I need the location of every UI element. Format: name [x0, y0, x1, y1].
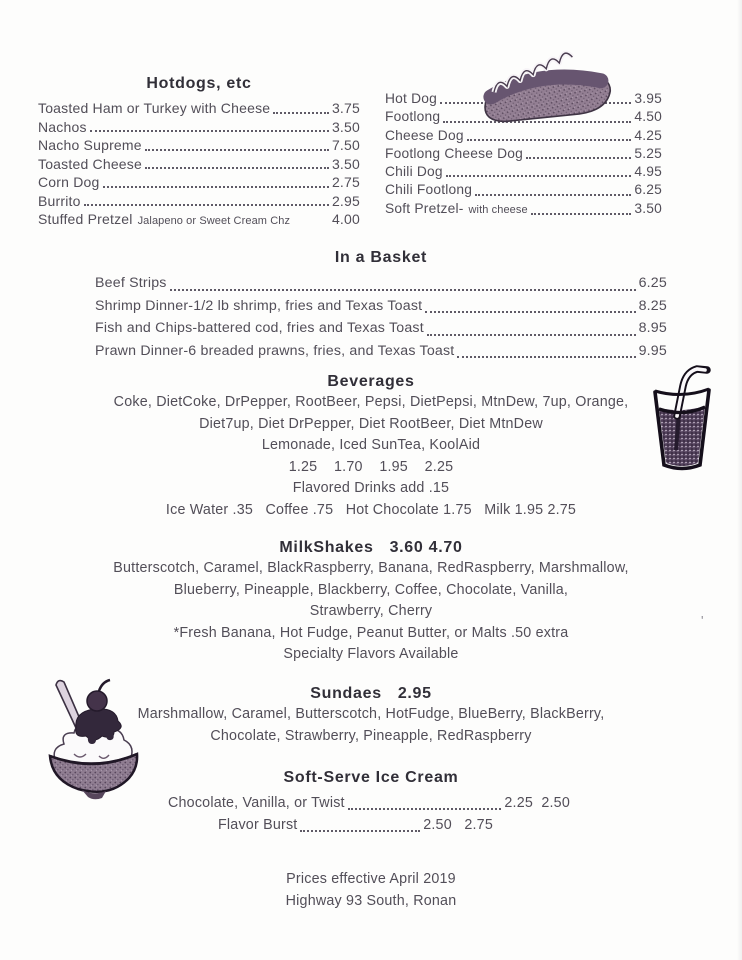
footer-address: Highway 93 South, Ronan: [285, 893, 457, 909]
item-name: Chocolate, Vanilla, or Twist: [168, 795, 345, 811]
item-name: Footlong: [385, 109, 441, 125]
beverages-line: Flavored Drinks add .15: [292, 480, 450, 497]
item-price: 3.50: [331, 118, 360, 135]
section-milkshakes: [40, 538, 702, 666]
item-price: 6.25: [638, 275, 667, 291]
menu-item-row: [385, 163, 662, 181]
dotted-leader: [531, 213, 632, 215]
milkshakes-line: Blueberry, Pineapple, Blackberry, Coffee, Chocolate, Vanilla,: [173, 581, 569, 598]
dotted-leader: [427, 334, 636, 336]
section-title-basket: In a Basket: [334, 249, 428, 266]
section-beverages: [40, 372, 702, 522]
item-name: Beef Strips: [95, 275, 167, 291]
sundaes-prices: 2.95: [397, 685, 432, 702]
item-price: 3.95: [634, 91, 662, 106]
dotted-leader: [457, 356, 635, 358]
section-title-milkshakes: [40, 538, 702, 558]
item-name: Toasted Ham or Turkey with Cheese: [38, 100, 271, 116]
item-name: Shrimp Dinner-1/2 lb shrimp, fries and Texas Toast: [95, 297, 423, 314]
menu-item-row: [95, 295, 667, 318]
item-name: Corn Dog: [38, 174, 100, 190]
beverages-line: Coke, DietCoke, DrPepper, RootBeer, Pepsi, DietPepsi, MtnDew, 7up, Orange,: [113, 394, 629, 410]
menu-item-row: [38, 210, 360, 231]
item-price: 8.25: [638, 297, 667, 314]
milkshakes-line: Specialty Flavors Available: [283, 646, 459, 663]
menu-item-row: [38, 155, 360, 174]
section-hotdogs: [38, 74, 360, 231]
dotted-leader: [90, 130, 329, 132]
dotted-leader: [467, 139, 632, 141]
footer: [40, 868, 702, 912]
item-note: with cheese: [468, 203, 528, 216]
item-name: Fish and Chips-battered cod, fries and Texas Toast: [95, 320, 424, 337]
milkshakes-line: Strawberry, Cherry: [309, 603, 433, 620]
section-title-soft-serve: Soft-Serve Ice Cream: [283, 769, 459, 786]
item-name: Footlong Cheese Dog: [385, 145, 524, 161]
item-name: Chili Footlong: [385, 182, 473, 198]
item-price: 5.25: [634, 145, 662, 161]
item-price: 4.95: [634, 164, 662, 180]
item-name: Nacho Supreme: [38, 137, 142, 153]
item-price: 4.00: [331, 211, 360, 227]
dotted-leader: [103, 186, 329, 188]
sundaes-line: Chocolate, Strawberry, Pineapple, RedRaspberry: [210, 727, 532, 744]
milkshakes-extras-line: *Fresh Banana, Hot Fudge, Peanut Butter, or Malts .50 extra: [173, 624, 569, 641]
item-price: 7.50: [331, 137, 360, 153]
sundaes-title: Sundaes: [310, 685, 382, 702]
section-title-hotdogs: Hotdogs, etc: [146, 75, 252, 92]
milkshakes-prices: 3.60 4.70: [389, 539, 463, 556]
menu-item-row: [385, 145, 662, 163]
item-price: 2.75: [331, 174, 360, 190]
menu-item-row: [38, 118, 360, 137]
item-price: 8.95: [638, 320, 667, 337]
milkshakes-title: MilkShakes: [279, 539, 374, 556]
item-name: Hot Dog: [385, 91, 438, 106]
section-title-beverages: Beverages: [327, 373, 415, 390]
dotted-leader: [84, 204, 329, 206]
beverages-line: Diet7up, Diet DrPepper, Diet RootBeer, Diet MtnDew: [199, 415, 543, 432]
beverages-line: Ice Water .35 Coffee .75 Hot Chocolate 1.75 Milk 1.95 2.75: [165, 501, 577, 518]
menu-item-row: [385, 200, 662, 219]
item-price: 3.50: [331, 155, 360, 172]
item-name: Burrito: [38, 192, 81, 209]
dotted-leader: [526, 157, 631, 159]
item-name: Stuffed Pretzel: [38, 211, 133, 227]
hotdogs-left-list: [38, 99, 360, 231]
item-name: Toasted Cheese: [38, 155, 142, 172]
menu-item-row: [218, 814, 493, 836]
item-name: Chili Dog: [385, 164, 443, 180]
menu-item-row: [168, 792, 570, 814]
dotted-leader: [145, 167, 329, 169]
menu-item-row: [38, 173, 360, 192]
item-price: 6.25: [634, 182, 662, 198]
dotted-leader: [170, 289, 636, 291]
item-name: Cheese Dog: [385, 127, 464, 143]
dotted-leader: [273, 112, 329, 114]
basket-list: [95, 272, 667, 362]
item-name: Prawn Dinner-6 breaded prawns, fries, and Texas Toast: [95, 342, 455, 359]
dotted-leader: [145, 149, 329, 151]
milkshakes-line: Butterscotch, Caramel, BlackRaspberry, Banana, RedRaspberry, Marshmallow,: [113, 560, 629, 576]
sundae-bowl-icon: [44, 676, 146, 802]
item-price: 3.50: [634, 200, 662, 216]
menu-item-row: [38, 99, 360, 118]
item-name: Flavor Burst: [218, 817, 298, 833]
menu-item-row: [95, 317, 667, 340]
item-price: 9.95: [638, 342, 667, 359]
dotted-leader: [425, 311, 635, 313]
beverages-prices: 1.25 1.70 1.95 2.25: [288, 458, 454, 475]
beverages-line: Lemonade, Iced SunTea, KoolAid: [261, 437, 481, 454]
item-note: Jalapeno or Sweet Cream Chz: [137, 215, 291, 227]
sundaes-line: Marshmallow, Caramel, Butterscotch, HotFudge, BlueBerry, BlackBerry,: [137, 706, 605, 722]
item-price: 2.50 2.75: [423, 817, 493, 833]
menu-item-row: [95, 272, 667, 295]
dotted-leader: [300, 830, 420, 832]
item-price: 4.25: [634, 127, 662, 143]
item-name: Nachos: [38, 118, 87, 135]
dotted-leader: [348, 808, 502, 810]
dotted-leader: [446, 175, 632, 177]
hot-dog-icon: [468, 48, 618, 136]
dotted-leader: [475, 194, 631, 196]
scan-artifact-mark: ': [701, 613, 704, 628]
soda-glass-icon: [643, 364, 725, 476]
item-price: 3.75: [331, 100, 360, 116]
menu-item-row: [95, 340, 667, 363]
item-price: 2.25 2.50: [504, 795, 570, 811]
menu-item-row: [38, 136, 360, 155]
item-name: Soft Pretzel-: [385, 200, 464, 216]
item-price: 2.95: [331, 192, 360, 209]
menu-item-row: [38, 192, 360, 211]
menu-item-row: [385, 181, 662, 199]
section-in-a-basket: [95, 248, 667, 362]
footer-effective-date: Prices effective April 2019: [286, 871, 456, 887]
item-price: 4.50: [634, 109, 662, 125]
